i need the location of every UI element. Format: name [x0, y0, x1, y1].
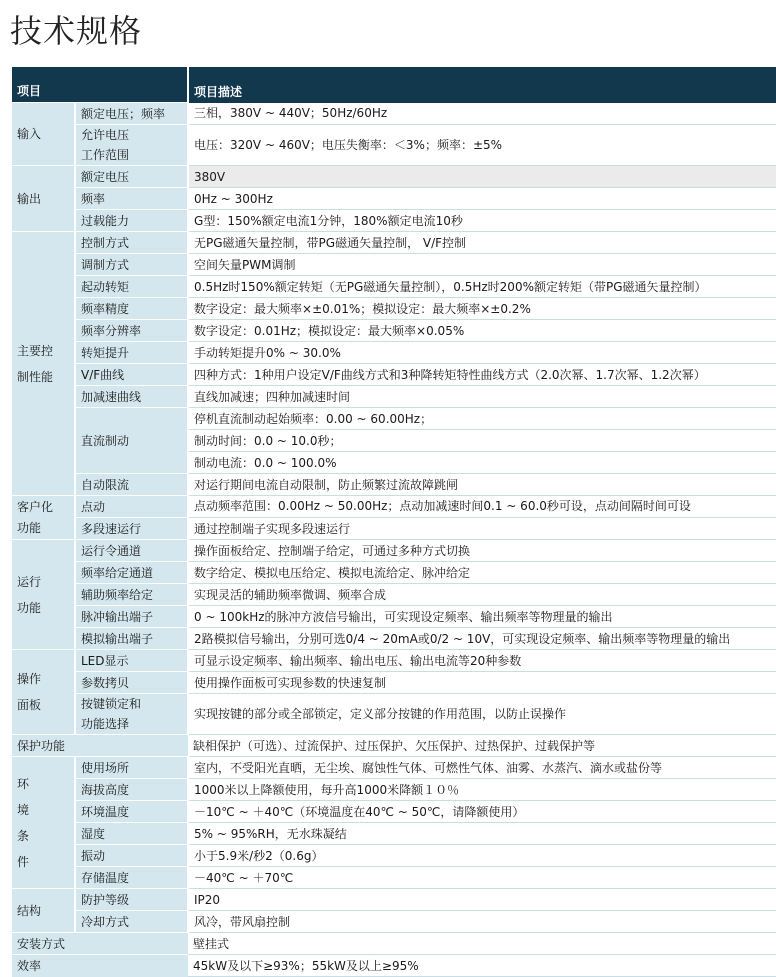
row-label: V/F曲线	[75, 364, 188, 386]
table-row	[12, 188, 776, 210]
row-desc: 0.5Hz时150%额定转矩（无PG磁通矢量控制），0.5Hz时200%额定转矩（带PG磁通矢量控制）	[188, 276, 776, 298]
row-desc: 直线加减速；四种加减速时间	[188, 386, 776, 408]
row-desc: 停机直流制动起始频率：0.00 ~ 60.00Hz；	[188, 408, 776, 430]
row-label: 防护等级	[75, 889, 188, 911]
row-desc: 壁挂式	[188, 933, 776, 955]
table-row	[12, 276, 776, 298]
row-desc: 可显示设定频率、输出频率、输出电压、输出电流等20种参数	[188, 650, 776, 672]
row-desc: 三相，380V ~ 440V；50Hz/60Hz	[188, 103, 776, 125]
row-label: 冷却方式	[75, 911, 188, 933]
row-desc: G型：150%额定电流1分钟，180%额定电流10秒	[188, 210, 776, 232]
row-desc: 四种方式：1种用户设定V/F曲线方式和3种降转矩特性曲线方式（2.0次幂、1.7次幂、1.2次幂）	[188, 364, 776, 386]
row-desc: 实现灵活的辅助频率微调、频率合成	[188, 584, 776, 606]
table-row	[12, 320, 776, 342]
row-desc: 制动时间：0.0 ~ 10.0秒；	[188, 430, 776, 452]
category-line: 操作	[17, 672, 42, 686]
table-row	[12, 518, 776, 540]
table-row	[12, 342, 776, 364]
row-label: 脉冲输出端子	[75, 606, 188, 628]
row-label: 转矩提升	[75, 342, 188, 364]
row-label: 频率	[75, 188, 188, 210]
table-row	[12, 672, 776, 694]
category-line: 环	[17, 776, 30, 791]
row-desc: 室内，不受阳光直晒，无尘埃、腐蚀性气体、可燃性气体、油雾、水蒸汽、滴水或盐份等	[188, 757, 776, 779]
table-row	[12, 232, 776, 254]
table-row	[12, 166, 776, 188]
row-desc: 5% ~ 95%RH，无水珠凝结	[188, 823, 776, 845]
row-label-line: 功能选择	[81, 717, 130, 731]
table-row	[12, 386, 776, 408]
table-row	[12, 845, 776, 867]
row-desc: 手动转矩提升0% ~ 30.0%	[188, 342, 776, 364]
table-row	[12, 933, 776, 955]
category-line: 客户化	[17, 499, 54, 514]
category-line: 主要控	[17, 343, 54, 358]
row-label	[75, 125, 188, 166]
row-label-line: 工作范围	[81, 148, 130, 162]
row-label: 起动转矩	[75, 276, 188, 298]
row-label: 频率分辨率	[75, 320, 188, 342]
table-row	[12, 823, 776, 845]
row-label: 振动	[75, 845, 188, 867]
row-desc: 数字设定：最大频率×±0.01%；模拟设定：最大频率×±0.2%	[188, 298, 776, 320]
row-desc: 2路模拟信号输出，分别可选0/4 ~ 20mA或0/2 ~ 10V，可实现设定频率、输出频率等物理量的输出	[188, 628, 776, 650]
row-desc: 风冷，带风扇控制	[188, 911, 776, 933]
row-desc: 数字设定：0.01Hz；模拟设定：最大频率×0.05%	[188, 320, 776, 342]
table-row	[12, 254, 776, 276]
category-line: 制性能	[17, 369, 54, 384]
table-row	[12, 474, 776, 496]
row-desc: 数字给定、模拟电压给定、模拟电流给定、脉冲给定	[188, 562, 776, 584]
row-label-line: 允许电压	[81, 128, 130, 142]
row-desc: 通过控制端子实现多段速运行	[188, 518, 776, 540]
row-label: LED显示	[75, 650, 188, 672]
row-label: 点动	[75, 496, 188, 518]
spec-table	[12, 67, 776, 977]
category-install: 安装方式	[12, 933, 188, 955]
category-efficiency: 效率	[12, 955, 188, 977]
row-label: 参数拷贝	[75, 672, 188, 694]
category-line: 境	[17, 802, 30, 817]
category-struct: 结构	[12, 889, 75, 933]
row-label-line: 按键锁定和	[81, 697, 142, 711]
row-label: 湿度	[75, 823, 188, 845]
table-row	[12, 628, 776, 650]
category-env	[12, 757, 75, 889]
row-desc: 0 ~ 100kHz的脉冲方波信号输出，可实现设定频率、输出频率等物理量的输出	[188, 606, 776, 628]
table-row	[12, 562, 776, 584]
table-row	[12, 298, 776, 320]
row-desc: 点动频率范围：0.00Hz ~ 50.00Hz；点动加减速时间0.1 ~ 60.0秒可设，点动间隔时间可设	[188, 496, 776, 518]
category-control	[12, 232, 75, 496]
row-label: 自动限流	[75, 474, 188, 496]
row-desc: 使用操作面板可实现参数的快速复制	[188, 672, 776, 694]
row-desc: －40℃ ~ ＋70℃	[188, 867, 776, 889]
row-desc: 实现按键的部分或全部锁定，定义部分按键的作用范围，以防止误操作	[188, 694, 776, 735]
table-row	[12, 650, 776, 672]
table-row	[12, 955, 776, 977]
row-label: 频率给定通道	[75, 562, 188, 584]
row-label: 额定电压；频率	[75, 103, 188, 125]
table-row	[12, 496, 776, 518]
row-desc: 电压：320V ~ 460V；电压失衡率：＜3%；频率：±5%	[188, 125, 776, 166]
row-desc: 对运行期间电流自动限制，防止频繁过流故障跳闸	[188, 474, 776, 496]
table-row	[12, 867, 776, 889]
table-row	[12, 210, 776, 232]
table-row	[12, 735, 776, 757]
table-row	[12, 606, 776, 628]
category-line: 条	[17, 828, 30, 843]
category-panel	[12, 650, 75, 735]
table-row	[12, 103, 776, 125]
header-description: 项目描述	[188, 67, 776, 103]
category-line: 功能	[17, 600, 42, 615]
row-label: 频率精度	[75, 298, 188, 320]
row-label: 过载能力	[75, 210, 188, 232]
row-desc: 空间矢量PWM调制	[188, 254, 776, 276]
row-desc: 0Hz ~ 300Hz	[188, 188, 776, 210]
table-row	[12, 584, 776, 606]
category-line: 面板	[17, 698, 42, 712]
table-row	[12, 779, 776, 801]
table-row	[12, 364, 776, 386]
table-row	[12, 801, 776, 823]
row-label: 模拟输出端子	[75, 628, 188, 650]
row-label: 使用场所	[75, 757, 188, 779]
row-label: 海拔高度	[75, 779, 188, 801]
header-item: 项目	[12, 67, 188, 103]
page-title: 技术规格	[10, 12, 143, 50]
row-label: 环境温度	[75, 801, 188, 823]
row-desc: 无PG磁通矢量控制，带PG磁通矢量控制， V/F控制	[188, 232, 776, 254]
table-row	[12, 540, 776, 562]
row-label: 调制方式	[75, 254, 188, 276]
row-label: 多段速运行	[75, 518, 188, 540]
table-row	[12, 757, 776, 779]
table-row	[12, 911, 776, 933]
row-label	[75, 694, 188, 735]
row-desc: 1000米以上降额使用，每升高1000米降额１０％	[188, 779, 776, 801]
category-run	[12, 540, 75, 650]
row-label: 辅助频率给定	[75, 584, 188, 606]
row-label: 加减速曲线	[75, 386, 188, 408]
row-label: 控制方式	[75, 232, 188, 254]
row-desc: 制动电流：0.0 ~ 100.0%	[188, 452, 776, 474]
table-row	[12, 408, 776, 430]
row-desc: IP20	[188, 889, 776, 911]
row-label: 额定电压	[75, 166, 188, 188]
category-custom	[12, 496, 75, 540]
row-label: 运行令通道	[75, 540, 188, 562]
row-label: 存储温度	[75, 867, 188, 889]
category-line: 件	[17, 854, 30, 869]
row-desc: －10℃ ~ ＋40℃（环境温度在40℃ ~ 50℃，请降额使用）	[188, 801, 776, 823]
table-header	[12, 67, 776, 103]
category-line: 功能	[17, 520, 42, 535]
category-output: 输出	[12, 166, 75, 232]
table-row	[12, 889, 776, 911]
row-desc: 操作面板给定、控制端子给定，可通过多种方式切换	[188, 540, 776, 562]
row-desc: 45kW及以下≥93%；55kW及以上≥95%	[188, 955, 776, 977]
category-protect: 保护功能	[12, 735, 188, 757]
row-desc: 缺相保护（可选）、过流保护、过压保护、欠压保护、过热保护、过载保护等	[188, 735, 776, 757]
row-label: 直流制动	[75, 408, 188, 474]
category-line: 运行	[17, 574, 42, 589]
row-desc: 小于5.9米/秒2（0.6g）	[188, 845, 776, 867]
category-input: 输入	[12, 103, 75, 166]
row-desc: 380V	[188, 166, 776, 188]
